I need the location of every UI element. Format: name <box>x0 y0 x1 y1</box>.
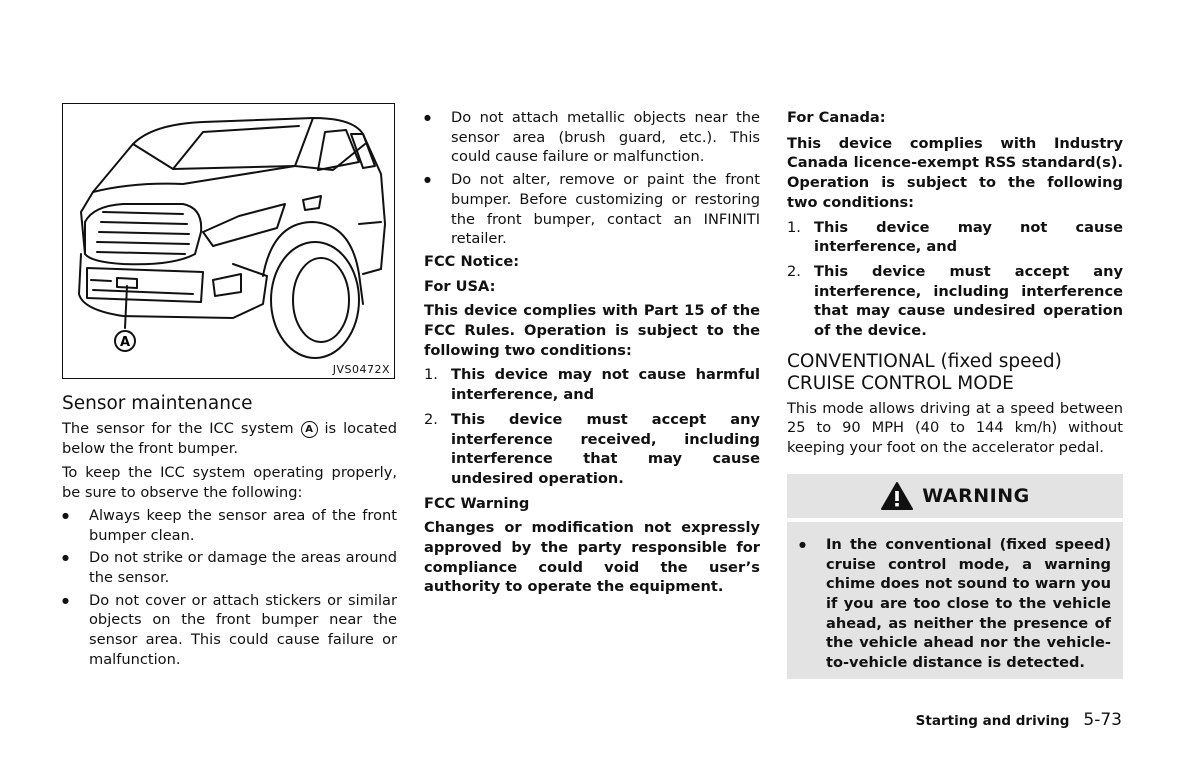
fcc-warning-text: Changes or modification not expressly approved by the party responsible for compliance could void the user’s authority to operate the equipment. <box>424 519 760 596</box>
callout-label: A <box>119 335 131 350</box>
list-item: 2. This device must accept any interference received, including interference that may cause undesired operation. <box>424 410 760 487</box>
heading-line-1: CONVENTIONAL (fixed speed) <box>787 350 1062 372</box>
sensor-bullet-list-cont <box>424 108 760 249</box>
usa-compliance-text: This device complies with Part 15 of the FCC Rules. Operation is subject to the following two conditions: <box>424 302 760 359</box>
heading-line-2: CRUISE CONTROL MODE <box>787 372 1014 394</box>
page-number: 5-73 <box>1083 710 1122 730</box>
warning-title: WARNING <box>922 484 1030 507</box>
for-usa-heading: For USA: <box>424 277 496 295</box>
fcc-warning-heading: FCC Warning <box>424 494 530 512</box>
sensor-instructions: To keep the ICC system operating properly, be sure to observe the following: <box>62 464 397 502</box>
sensor-location-text <box>62 419 397 458</box>
list-item: ● In the conventional (fixed speed) cruise control mode, a warning chime does not sound to warn you if you are too close to the vehicle ahead, as neither the presence of the vehicle ahead nor the vehicle-to-vehicle distance is detected. <box>799 535 1111 673</box>
page-footer <box>916 710 1122 730</box>
list-item: 1. This device may not cause harmful interference, and <box>424 366 760 404</box>
sensor-text-part1: The sensor for the ICC system <box>62 420 294 437</box>
cruise-control-heading <box>787 351 1123 395</box>
fcc-notice-heading: FCC Notice: <box>424 252 520 270</box>
warning-triangle-icon <box>880 481 914 511</box>
canada-compliance-text: This device complies with Industry Canada licence-exempt RSS standard(s). Operation is subject to the following two conditions: <box>787 134 1123 211</box>
figure-code: JVS0472X <box>332 363 390 376</box>
list-item: ● Do not cover or attach stickers or similar objects on the front bumper near the sensor area. This could cause failure or malfunction. <box>62 591 397 670</box>
callout-a-icon: A <box>301 421 318 438</box>
warning-bullet-list <box>799 535 1111 673</box>
list-item: ● Do not attach metallic objects near the sensor area (brush guard, etc.). This could cause failure or malfunction. <box>424 108 760 167</box>
list-item: 1. This device may not cause interference, and <box>787 218 1123 256</box>
column-left <box>62 103 397 669</box>
usa-conditions-list <box>424 365 760 488</box>
sensor-bullet-list <box>62 506 397 670</box>
for-canada-heading: For Canada: <box>787 109 886 126</box>
sensor-text-part2: is located below the front bumper. <box>62 420 398 457</box>
cruise-mode-text: This mode allows driving at a speed between 25 to 90 MPH (40 to 144 km/h) without keeping your foot on the accelerator pedal. <box>787 399 1123 457</box>
list-item: 2. This device must accept any interference, including interference that may cause undesired operation of the device. <box>787 262 1123 340</box>
list-item: ● Do not alter, remove or paint the front bumper. Before customizing or restoring the front bumper, contact an INFINITI retailer. <box>424 170 760 249</box>
sensor-maintenance-heading: Sensor maintenance <box>62 393 253 414</box>
suv-drawing <box>63 104 393 377</box>
column-middle <box>424 108 760 597</box>
list-item: ● Do not strike or damage the areas around the sensor. <box>62 548 397 587</box>
canada-conditions-list <box>787 218 1123 341</box>
list-item: ● Always keep the sensor area of the front bumper clean. <box>62 506 397 545</box>
vehicle-illustration <box>62 103 395 379</box>
section-name: Starting and driving <box>915 713 1070 729</box>
column-right <box>787 108 1123 679</box>
warning-header <box>787 474 1123 518</box>
warning-body <box>787 522 1123 679</box>
